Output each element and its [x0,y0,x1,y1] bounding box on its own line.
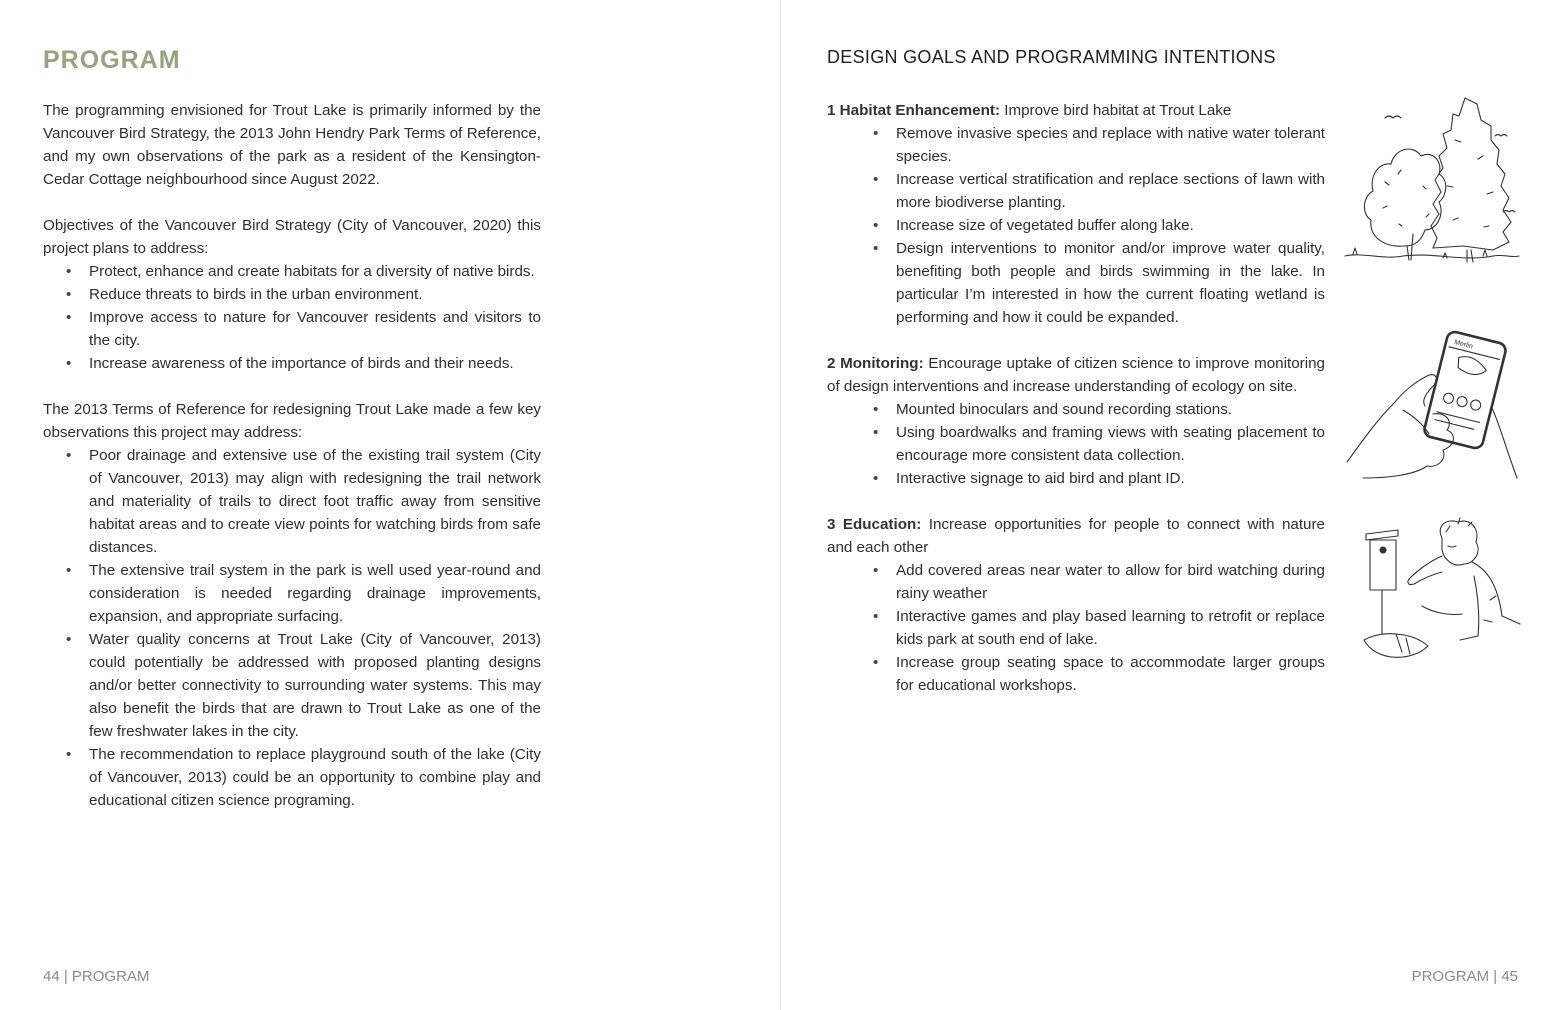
left-column [43,99,541,835]
goal-label: 2 Monitoring: [827,355,924,372]
page-title: PROGRAM [43,46,181,74]
list-item: • Improve access to nature for Vancouver residents and visitors to the city. [89,306,541,352]
objectives-intro: Objectives of the Vancouver Bird Strategy (City of Vancouver, 2020) this project plans to address: [43,217,541,257]
goal-text: Encourage uptake of citizen science to improve monitoring of design interventions and increase understanding of ecology on site. [827,355,1325,395]
goal-label: 3 Education: [827,516,922,533]
list-item: • Design interventions to monitor and/or improve water quality, benefiting both people and birds swimming in the lake. In particular I’m interested in how the current floating wetland is performing and how it could be expanded. [896,237,1325,329]
goal-heading [827,513,1325,559]
list-item: • Add covered areas near water to allow for bird watching during rainy weather [896,559,1325,605]
list-item: • Reduce threats to birds in the urban environment. [89,283,541,306]
list-item: • Increase group seating space to accommodate larger groups for educational workshops. [896,651,1325,697]
phone-hand-sketch-icon [1343,330,1521,480]
list-item: • Using boardwalks and framing views with seating placement to encourage more consistent data collection. [896,421,1325,467]
phone-app-title: Merlin [1453,339,1474,351]
list-item: • Interactive signage to aid bird and plant ID. [896,467,1325,490]
list-item: • Mounted binoculars and sound recording stations. [896,398,1325,421]
list-item: • Interactive games and play based learning to retrofit or replace kids park at south end of lake. [896,605,1325,651]
goal-bullets [827,559,1325,697]
list-item: • The extensive trail system in the park is well used year-round and consideration is needed regarding drainage improvements, expansion, and appropriate surfacing. [89,559,541,628]
goal-bullets [827,398,1325,490]
page-divider [780,0,781,1010]
goal-education [827,513,1325,697]
terms-intro: The 2013 Terms of Reference for redesigning Trout Lake made a few key observations this project may address: [43,401,541,441]
goal-heading [827,352,1325,398]
goal-monitoring [827,352,1325,490]
goal-text: Increase opportunities for people to connect with nature and each other [827,516,1326,556]
list-item: • Remove invasive species and replace with native water tolerant species. [896,122,1325,168]
birdhouse-child-sketch-icon [1362,516,1522,664]
section-heading: DESIGN GOALS AND PROGRAMMING INTENTIONS [827,47,1276,67]
intro-paragraph: The programming envisioned for Trout Lake is primarily informed by the Vancouver Bird Strategy, the 2013 John Hendry Park Terms of Reference, and my own observations of the park as a resident of the Kensington-Cedar Cottage neighbourhood since August 2022. [43,102,541,188]
goal-bullets [827,122,1325,329]
goal-text: Improve bird habitat at Trout Lake [1000,102,1232,119]
goal-habitat [827,99,1325,329]
page-number-right: PROGRAM | 45 [1411,968,1518,985]
right-column [827,99,1325,720]
list-item: • Poor drainage and extensive use of the existing trail system (City of Vancouver, 2013) may align with redesigning the trail network and materiality of trails to direct foot traffic away from sensitive habitat areas and to create view points for watching birds from safe distances. [89,444,541,559]
tree-sketch-icon [1343,96,1521,268]
list-item: • Water quality concerns at Trout Lake (City of Vancouver, 2013) could potentially be addressed with proposed planting designs and/or better connectivity to surrounding water systems. This may also benefit the birds that are drawn to Trout Lake as one of the few freshwater lakes in the city. [89,628,541,743]
list-item: • Increase size of vegetated buffer along lake. [896,214,1325,237]
list-item: • The recommendation to replace playground south of the lake (City of Vancouver, 2013) could be an opportunity to combine play and educational citizen science programing. [89,743,541,812]
terms-list [43,444,541,812]
goal-heading [827,99,1325,122]
list-item: • Protect, enhance and create habitats for a diversity of native birds. [89,260,541,283]
list-item: • Increase awareness of the importance of birds and their needs. [89,352,541,375]
objectives-list [43,260,541,375]
page-number-left: 44 | PROGRAM [43,968,150,985]
goal-label: 1 Habitat Enhancement: [827,102,1001,119]
list-item: • Increase vertical stratification and replace sections of lawn with more biodiverse planting. [896,168,1325,214]
